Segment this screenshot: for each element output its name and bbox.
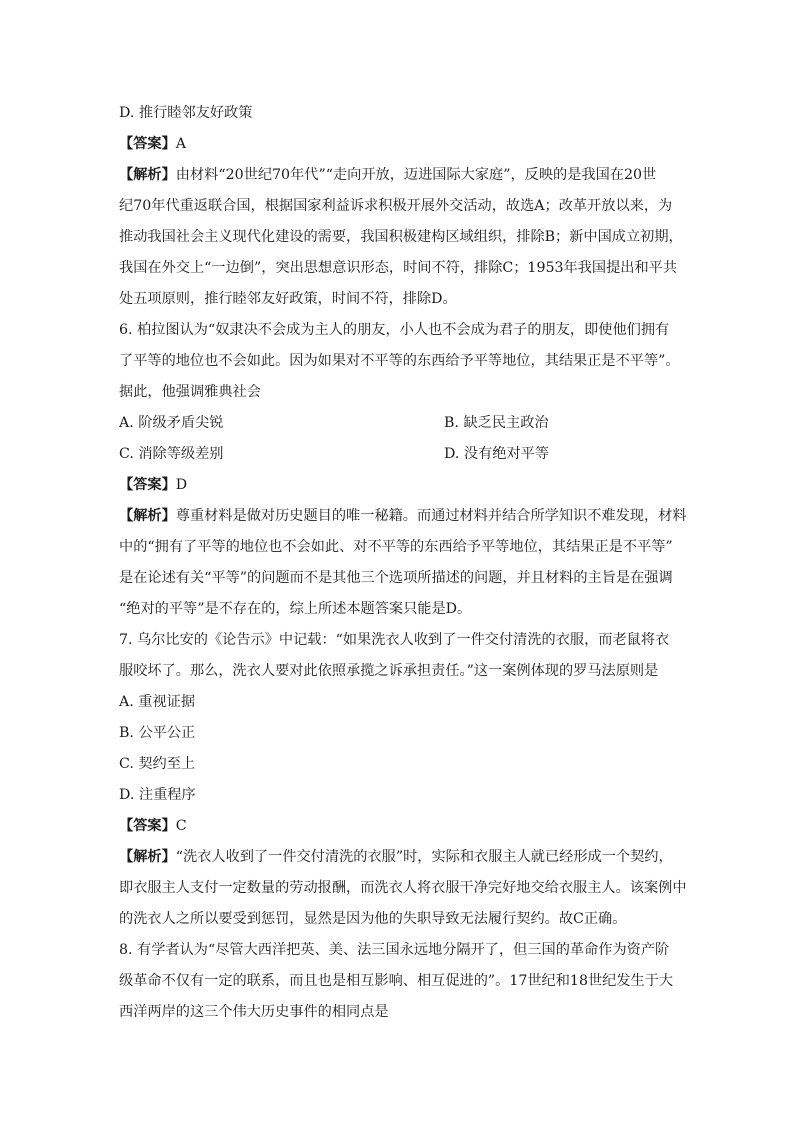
answer-value: C [175,818,187,834]
q7-analysis-line [119,842,679,873]
q5-analysis-line: 处五项原则，推行睦邻友好政策，时间不符，排除D。 [119,291,457,307]
q7-option-c: C. 契约至上 [119,756,196,772]
analysis-tag: 【解析】 [119,849,176,865]
answer-value: A [175,136,187,152]
answer-value: D [175,477,188,493]
q6-option-c: C. 消除等级差别 [119,446,224,462]
q5-analysis-line: 我国在外交上“一边倒”，突出思想意识形态，时间不符，排除C；1953年我国提出和平共 [119,260,678,276]
q7-option-b: B. 公平公正 [119,725,196,741]
analysis-text: 尊重材料是做对历史题目的唯一秘籍。而通过材料并结合所学知识不难发现，材料 [175,508,687,524]
answer-tag: 【答案】 [119,477,176,493]
q7-stem-line: 7. 乌尔比安的《论告示》中记载：“如果洗衣人收到了一件交付清洗的衣服，而老鼠将衣 [119,632,670,648]
q6-answer [119,470,679,501]
q6-stem-line: 6. 柏拉图认为“奴隶决不会成为主人的朋友，小人也不会成为君子的朋友，即使他们拥有 [119,322,670,338]
q5-analysis-line: 推动我国社会主义现代化建设的需要，我国积极建构区域组织，排除B；新中国成立初期， [119,229,683,245]
q6-options-row [119,439,679,470]
q6-analysis-line [119,501,687,532]
q6-options-row [119,408,679,439]
q6-option-d: D. 没有绝对平等 [444,446,550,462]
q7-answer [119,811,679,842]
answer-tag: 【答案】 [119,136,176,152]
q5-analysis-line [119,160,679,191]
q7-option-d: D. 注重程序 [119,787,196,803]
analysis-tag: 【解析】 [119,508,176,524]
q6-stem-line: 据此，他强调雅典社会 [119,384,261,400]
q7-analysis-line: 即衣服主人支付一定数量的劳动报酬，而洗衣人将衣服干净完好地交给衣服主人。该案例中 [119,880,687,896]
q5-analysis-line: 纪70年代重返联合国，根据国家利益诉求积极开展外交活动，故选A；改革开放以来，为 [119,198,673,214]
analysis-text: “洗衣人收到了一件交付清洗的衣服”时，实际和衣服主人就已经形成一个契约， [175,849,673,865]
q6-analysis-line: 是在论述有关“平等”的问题而不是其他三个选项所描述的问题，并且材料的主旨是在强调 [119,570,673,586]
q6-analysis-line: “绝对的平等”是不存在的，综上所述本题答案只能是D。 [119,601,472,617]
q6-analysis-line: 中的“拥有了平等的地位也不会如此、对不平等的东西给予平等地位，其结果正是不平等” [119,539,673,555]
answer-tag: 【答案】 [119,818,176,834]
q5-option-d: D. 推行睦邻友好政策 [119,105,253,121]
q7-analysis-line: 的洗衣人之所以要受到惩罚，显然是因为他的失职导致无法履行契约。故C正确。 [119,911,627,927]
q8-stem-line: 西洋两岸的这三个伟大历史事件的相同点是 [119,1004,389,1020]
analysis-tag: 【解析】 [119,167,176,183]
q6-option-b: B. 缺乏民主政治 [444,415,549,431]
q5-answer [119,129,679,160]
q6-stem-line: 了平等的地位也不会如此。因为如果对不平等的东西给予平等地位，其结果正是不平等”。 [119,353,680,369]
q8-stem-line: 8. 有学者认为“尽管大西洋把英、美、法三国永远地分隔开了，但三国的革命作为资产阶 [119,942,670,958]
exam-page [119,98,687,1028]
analysis-text: 由材料“20世纪70年代”“走向开放，迈进国际大家庭”，反映的是我国在20世 [175,167,657,183]
q6-option-a: A. 阶级矛盾尖锐 [119,415,224,431]
q7-stem-line: 服咬坏了。那么，洗衣人要对此依照承揽之诉承担责任。”这一案例体现的罗马法原则是 [119,663,659,679]
q8-stem-line: 级革命不仅有一定的联系，而且也是相互影响、相互促进的”。17世纪和18世纪发生于大 [119,973,674,989]
q7-option-a: A. 重视证据 [119,694,196,710]
